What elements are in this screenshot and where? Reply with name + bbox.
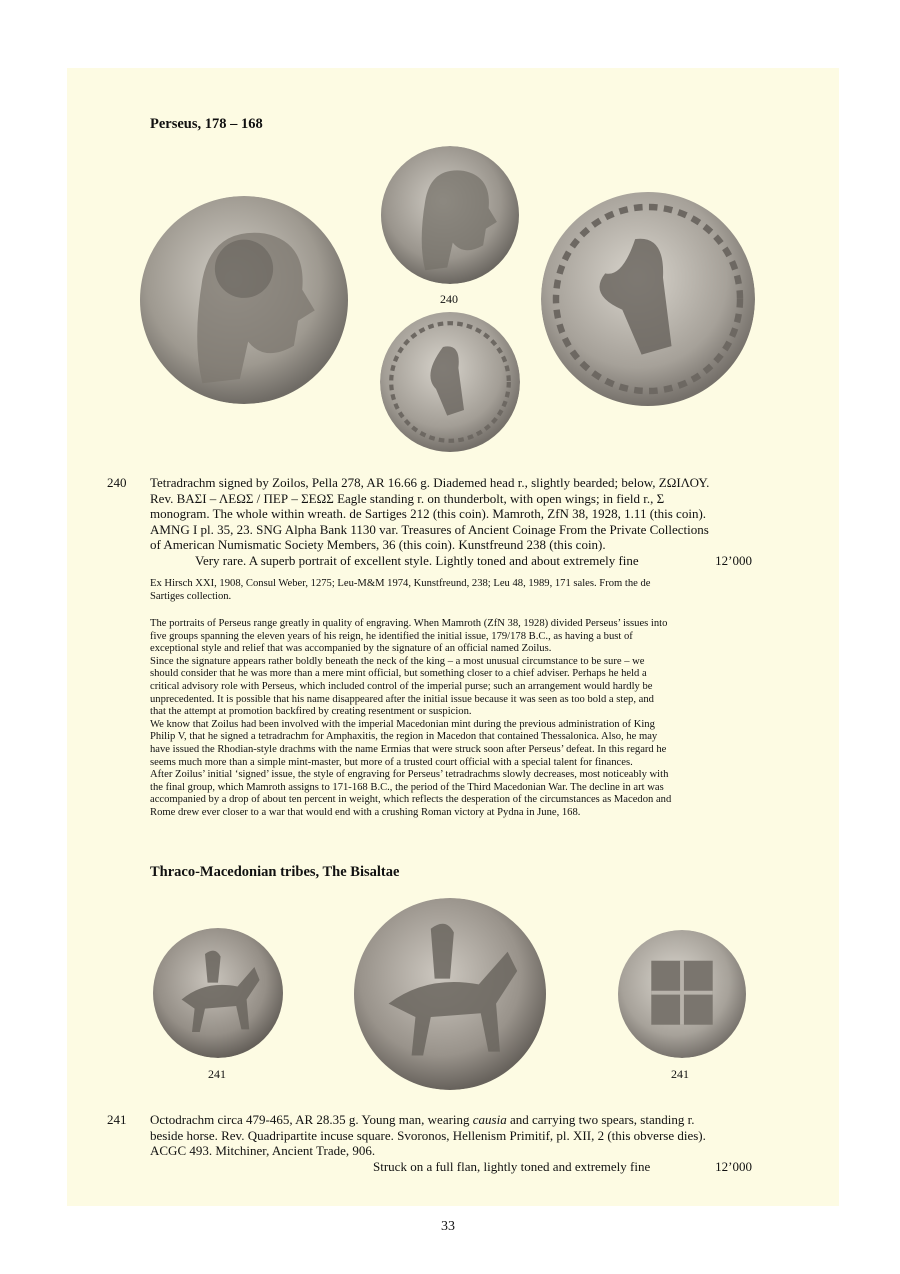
essay-line: Since the signature appears rather boldly beneath the neck of the king – a most unusual circumstance to be sure – we: [150, 655, 645, 667]
lot-description-241: [150, 1112, 752, 1174]
section-heading-bisaltae: Thraco-Macedonian tribes, The Bisaltae: [150, 864, 400, 880]
essay-line: have issued the Rhodian-style drachms with the name Ermias that were struck soon after Perseus’ defeat. In this regard he: [150, 743, 667, 755]
coin-image-241-reverse: [615, 930, 749, 1058]
lot-description-text: and carrying two spears, standing r.: [506, 1112, 695, 1127]
essay-240: [150, 618, 752, 820]
lot-description-text: Octodrachm circa 479-465, AR 28.35 g. Young man, wearing: [150, 1112, 473, 1127]
price-240: 12’000: [715, 552, 752, 568]
lot-description-240: [150, 475, 752, 569]
essay-line: unprecedented. It is possible that his name disappeared after the initial issue because it was seen as too bold a step, and: [150, 693, 654, 705]
grade-line: [150, 553, 752, 569]
lot-description-line: Rev. ΒΑΣΙ – ΛΕΩΣ / ΠΕΡ – ΣΕΩΣ Eagle standing r. on thunderbolt, with open wings; in field r., Σ: [150, 490, 665, 506]
essay-line: Philip V, that he signed a tetradrachm for Amphaxitis, the region in Macedon that contained Thessalonica. Also, he may: [150, 731, 658, 743]
coin-image-240-reverse-large: [541, 190, 755, 408]
coin-image-240-obverse-large: [136, 196, 352, 404]
essay-line: five groups spanning the eleven years of his reign, he identified the initial issue, 179/178 B.C., as having a bust of: [150, 630, 633, 642]
price-241: 12’000: [715, 1158, 752, 1174]
provenance-240: [150, 578, 752, 603]
coin-image-241-obverse-large: [348, 898, 552, 1090]
provenance-line: Ex Hirsch XXI, 1908, Consul Weber, 1275; Leu-M&M 1974, Kunstfreund, 238; Leu 48, 1989, 171 sales. From the de: [150, 578, 651, 589]
coin-image-240-reverse-small: [380, 310, 520, 454]
grade-text: Very rare. A superb portrait of excellent style. Lightly toned and about extremely fine: [195, 552, 639, 568]
lot-description-emphasis: causia: [472, 1112, 507, 1127]
coin-image-240-obverse-small: [378, 146, 522, 284]
lot-description-line: Tetradrachm signed by Zoilos, Pella 278, AR 16.66 g. Diademed head r., slightly bearded; below, ΖΩΙΛΟΥ.: [150, 475, 710, 490]
lot-number-240: 240: [107, 475, 127, 490]
coin-label-241-left: 241: [208, 1067, 226, 1081]
essay-line: should consider that he was more than a mere mint official, but something closer to a chief adviser. Perhaps he held a: [150, 668, 647, 680]
coin-label-241-right: 241: [671, 1067, 689, 1081]
essay-line: accompanied by a drop of about ten percent in weight, which reflects the desperation of the circumstances as Macedon and: [150, 794, 672, 806]
lot-description-line: ACGC 493. Mitchiner, Ancient Trade, 906.: [150, 1143, 376, 1159]
lot-description-line: AMNG I pl. 35, 23. SNG Alpha Bank 1130 var. Treasures of Ancient Coinage From the Private Collections: [150, 521, 709, 537]
lot-description-line: beside horse. Rev. Quadripartite incuse square. Svoronos, Hellenism Primitif, pl. XII, 2 (this obverse dies).: [150, 1127, 706, 1143]
coin-image-241-obverse-small: [151, 928, 285, 1058]
grade-line: [150, 1159, 752, 1175]
essay-line: After Zoilus’ initial ‘signed’ issue, the style of engraving for Perseus’ tetradrachms slowly decreases, most noticeably with: [150, 769, 669, 781]
provenance-line: Sartiges collection.: [150, 590, 232, 602]
lot-description-line: monogram. The whole within wreath. de Sartiges 212 (this coin). Mamroth, ZfN 38, 1928, 1.11 (this coin).: [150, 506, 707, 522]
coin-label-240: 240: [440, 292, 458, 306]
essay-line: Rome drew ever closer to a war that would end with a crushing Roman victory at Pydna in June, 168.: [150, 806, 581, 818]
essay-line: the final group, which Mamroth assigns to 171-168 B.C., the period of the Third Macedonian War. The decline in art was: [150, 781, 664, 793]
page-number: 33: [441, 1219, 455, 1234]
essay-line: that the attempt at promotion backfired by creating resentment or suspicion.: [150, 706, 472, 718]
grade-text: Struck on a full flan, lightly toned and extremely fine: [373, 1158, 651, 1174]
section-heading-perseus: Perseus, 178 – 168: [150, 116, 263, 132]
lot-description-line: [150, 1112, 752, 1128]
essay-line: The portraits of Perseus range greatly in quality of engraving. When Mamroth (ZfN 38, 1928) divided Perseus’ issues into: [150, 618, 668, 629]
lot-description-line: of American Numismatic Society Members, 36 (this coin). Kunstfreund 238 (this coin).: [150, 537, 606, 553]
lot-number-241: 241: [107, 1112, 127, 1127]
essay-line: exceptional style and relief that was accompanied by the signature of an official named Zoilus.: [150, 643, 552, 655]
essay-line: critical advisory role with Perseus, which included control of the imperial purse; such an arrangement would hardly be: [150, 680, 653, 692]
essay-line: We know that Zoilus had been involved with the imperial Macedonian mint during the previous administration of King: [150, 718, 655, 730]
essay-line: seems much more than a simple mint-master, but more of a trusted court official with a special talent for finances.: [150, 756, 633, 768]
